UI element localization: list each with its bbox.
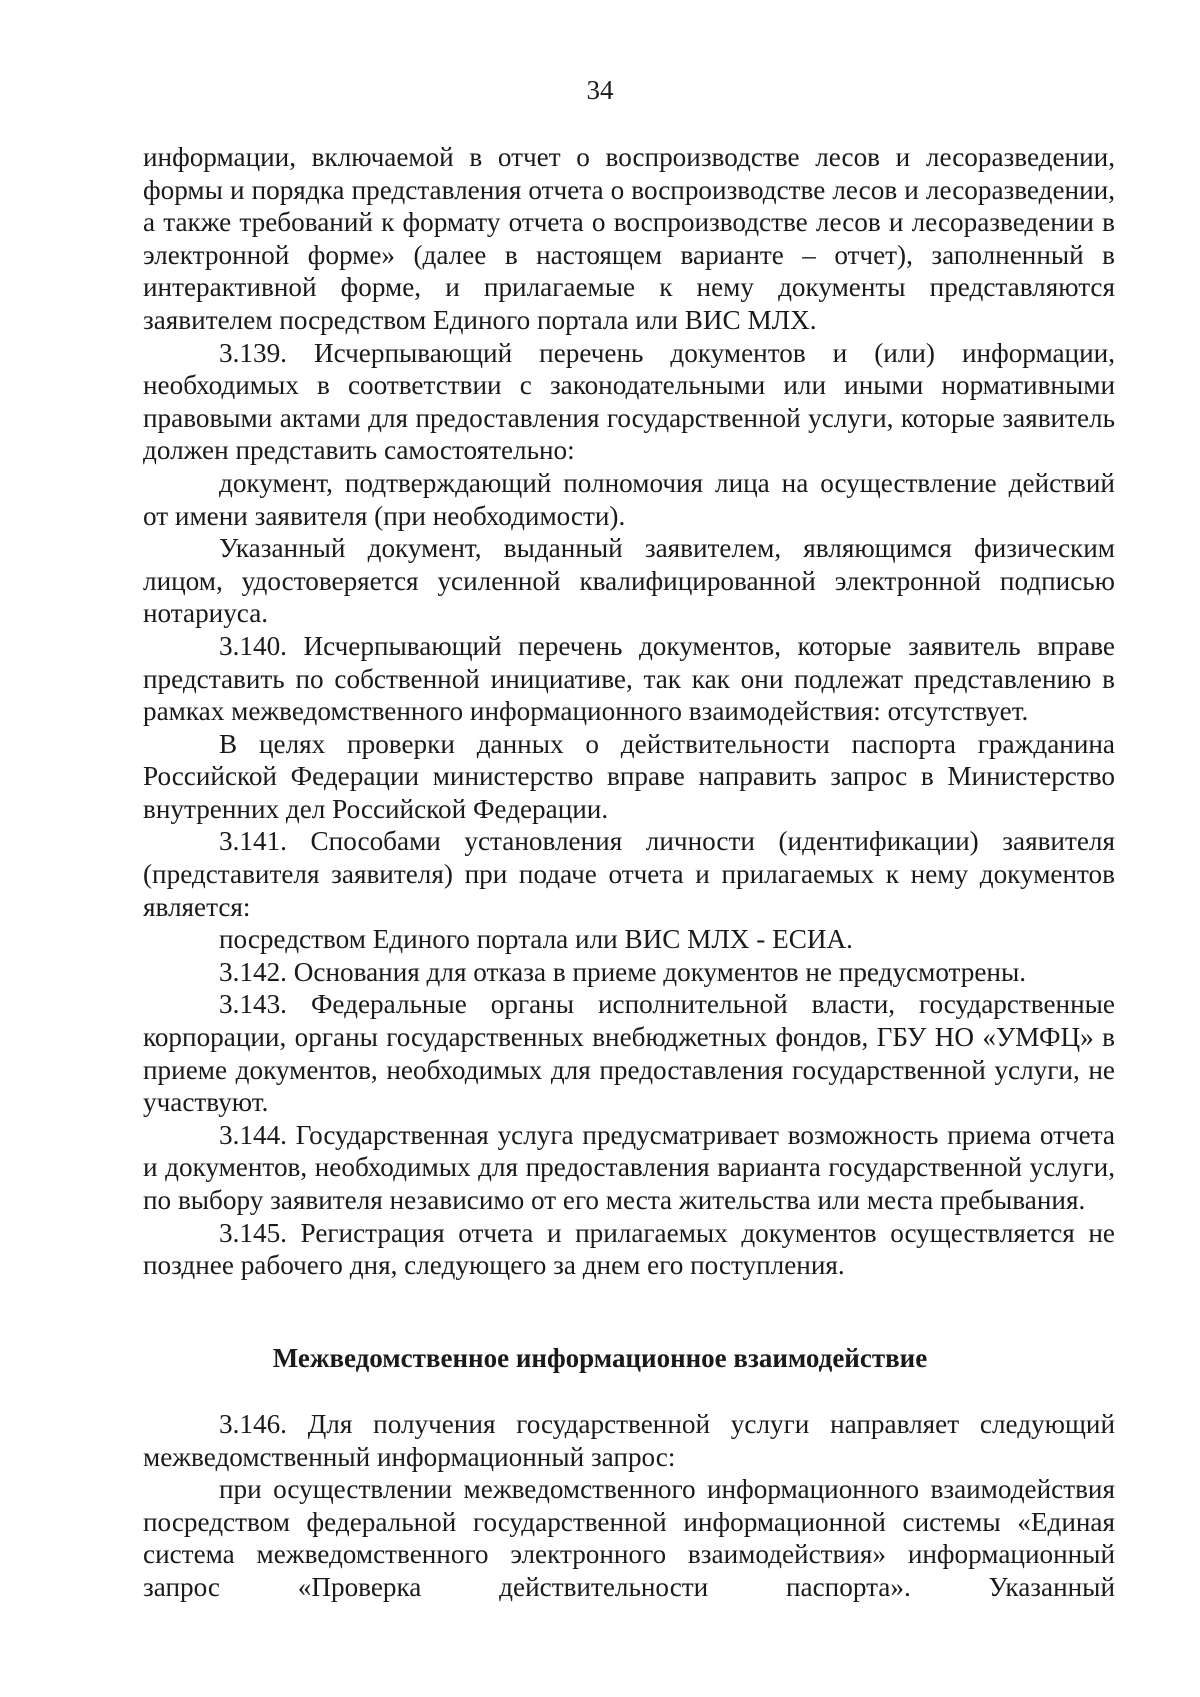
page-number: 34 — [586, 75, 614, 105]
body-text-bottom — [143, 1408, 1115, 1604]
paragraph-3-145: 3.145. Регистрация отчета и прилагаемых документов осуществляется не позднее рабочего дня, следующего за днем его поступления. — [143, 1217, 1115, 1281]
paragraph-notary: Указанный документ, выданный заявителем, являющимся физическим лицом, удостоверяется усиленной квалифицированной электронной подписью нотариуса. — [143, 533, 1115, 629]
paragraph-3-143: 3.143. Федеральные органы исполнительной власти, государственные корпорации, органы государственных внебюджетных фондов, ГБУ НО «УМФЦ» в приеме документов, необходимых для предоставления государственной услуги, не участвуют. — [143, 989, 1115, 1118]
paragraph-passport-check: В целях проверки данных о действительности паспорта гражданина Российской Федерации министерство вправе направить запрос в Министерство внутренних дел Российской Федерации. — [143, 728, 1115, 824]
paragraph-3-146: 3.146. Для получения государственной услуги направляет следующий межведомственный информационный запрос: — [143, 1409, 1115, 1472]
body-text-top — [143, 141, 1115, 1282]
paragraph-interagency-request: при осуществлении межведомственного информационного взаимодействия посредством федеральной государственной информационной системы «Единая система межведомственного электронного взаимодействия» информационный запрос «Проверка действительности паспорта». Указанный — [143, 1474, 1115, 1602]
paragraph-3-139: 3.139. Исчерпывающий перечень документов и (или) информации, необходимых в соответствии с законодательными или иными нормативными правовыми актами для предоставления государственной услуги, которые заявитель должен представить самостоятельно: — [143, 337, 1115, 466]
paragraph-3-140: 3.140. Исчерпывающий перечень документов, которые заявитель вправе представить по собственной инициативе, так как они подлежат представлению в рамках межведомственного информационного взаимодействия: отсутствует. — [143, 630, 1115, 727]
paragraph-3-144: 3.144. Государственная услуга предусматривает возможность приема отчета и документов, необходимых для предоставления варианта государственной услуги, по выбору заявителя независимо от его места жительства или места пребывания. — [143, 1119, 1115, 1215]
paragraph-3-142: 3.142. Основания для отказа в приеме документов не предусмотрены. — [219, 956, 1027, 987]
paragraph-authority-document: документ, подтверждающий полномочия лица на осуществление действий от имени заявителя (при необходимости). — [143, 467, 1115, 531]
paragraph-3-141: 3.141. Способами установления личности (идентификации) заявителя (представителя заявителя) при подаче отчета и прилагаемых к нему документов является: — [143, 826, 1115, 922]
section-heading: Межведомственное информационное взаимодействие — [272, 1343, 928, 1373]
paragraph-esia: посредством Единого портала или ВИС МЛХ - ЕСИА. — [219, 924, 853, 955]
paragraph-continuation: информации, включаемой в отчет о воспроизводстве лесов и лесоразведении, формы и порядка представления отчета о воспроизводстве лесов и лесоразведении, а также требований к формату отчета о воспроизводстве лесов и лесоразведении в электронной форме» (далее в настоящем варианте – отчет), заполненный в интерактивной форме, и прилагаемые к нему документы представляются заявителем посредством Единого портала или ВИС МЛХ. — [143, 142, 1115, 335]
